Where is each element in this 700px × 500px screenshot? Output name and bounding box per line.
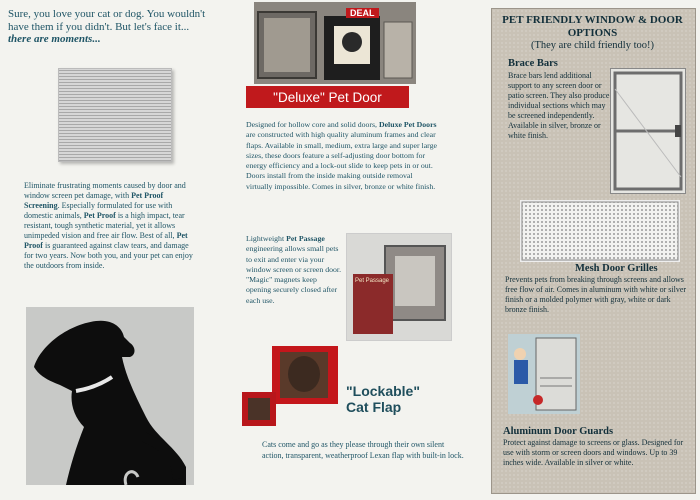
brace-bars-heading: Brace Bars (508, 58, 558, 69)
brace-bars-description: Brace bars lend additional support to any screen door or patio screen. They also produce individual sections which may be screened independently. Available in silver, bronze or white finish. (508, 71, 610, 140)
options-title: PET FRIENDLY WINDOW & DOOR OPTIONS (502, 14, 683, 39)
text-run: . Especially formulated for use with domestic animals, (24, 201, 173, 220)
bold-term: Pet Proof (83, 211, 116, 220)
lockable-cat-flap-title: "Lockable" Cat Flap (346, 383, 420, 415)
mesh-grilles-heading: Mesh Door Grilles (575, 263, 658, 274)
dog-silhouette-image (26, 307, 194, 485)
options-subtitle: (They are child friendly too!) (530, 40, 655, 51)
bold-term: Pet Passage (286, 234, 325, 243)
bold-term: Pet Proof (24, 231, 188, 250)
deal-label: DEAL (346, 8, 379, 18)
door-guards-description: Protect against damage to screens or glass. Designed for use with storm or screen doors and windows. Up to 39 inches wide. Available in silver or white. (503, 438, 684, 467)
pet-proof-description (24, 181, 194, 271)
pet-passage-photo (346, 233, 452, 341)
text-run: Lightweight (246, 234, 287, 243)
mesh-grilles-description: Prevents pets from breaking through screens and allows free flow of air. Comes in aluminum with white or silver finish or a molded polymer with gray, white or dark bronze finish. (505, 275, 687, 314)
pet-proof-screen-image (58, 68, 172, 162)
text-run: Designed for hollow core and solid doors, (246, 120, 379, 129)
text-run: Eliminate frustrating moments caused by door and window screen pet damage, with (24, 181, 186, 200)
intro-emphasis: there are moments... (8, 33, 101, 45)
pet-passage-box-label: Pet Passage (355, 278, 390, 284)
bold-term: Deluxe Pet Doors (378, 120, 437, 129)
deluxe-pet-door-description (246, 120, 438, 192)
deluxe-pet-door-banner: "Deluxe" Pet Door (246, 86, 409, 108)
door-guards-heading: Aluminum Door Guards (503, 426, 614, 437)
mesh-grille-image (520, 200, 680, 262)
deluxe-door-photo (254, 2, 416, 84)
text-run: engineering allows small pets to exit and enter via your window screen or screen door. "Magic" magnets keep opening securely closed after each use. (246, 244, 342, 305)
door-guard-image (508, 334, 580, 414)
intro-text (8, 8, 208, 46)
pet-passage-description (246, 234, 342, 306)
brace-bar-screen-image (610, 68, 686, 194)
intro-line: Sure, you love your cat or dog. You wouldn't have them if you didn't. But let's face it... (8, 8, 206, 33)
cat-flap-description: Cats come and go as they please through their own silent action, transparent, weatherproof Lexan flap with built-in lock. (262, 440, 464, 460)
text-run: are constructed with high quality aluminum frames and clear flaps. Available in small, medium, extra large and super large sizes, these doors feature a self-adjusting door bottom for energy efficiency and a lock-out slide to keep pets in or out. Doors install from the inside making outside removal virtually impossible. Comes in silver, bronze or white finish. (246, 130, 437, 191)
bold-term: Pet Proof Screening (24, 191, 164, 210)
text-run: is guaranteed against claw tears, and damage for two years. Now both you, and your pet can enjoy the outdoors from inside. (24, 241, 193, 270)
text-run: is a high impact, tear resistant, tough synthetic material, yet it allows unimpeded vision and free air flow. Best of all, (24, 211, 185, 240)
cat-flap-photo (242, 346, 338, 428)
